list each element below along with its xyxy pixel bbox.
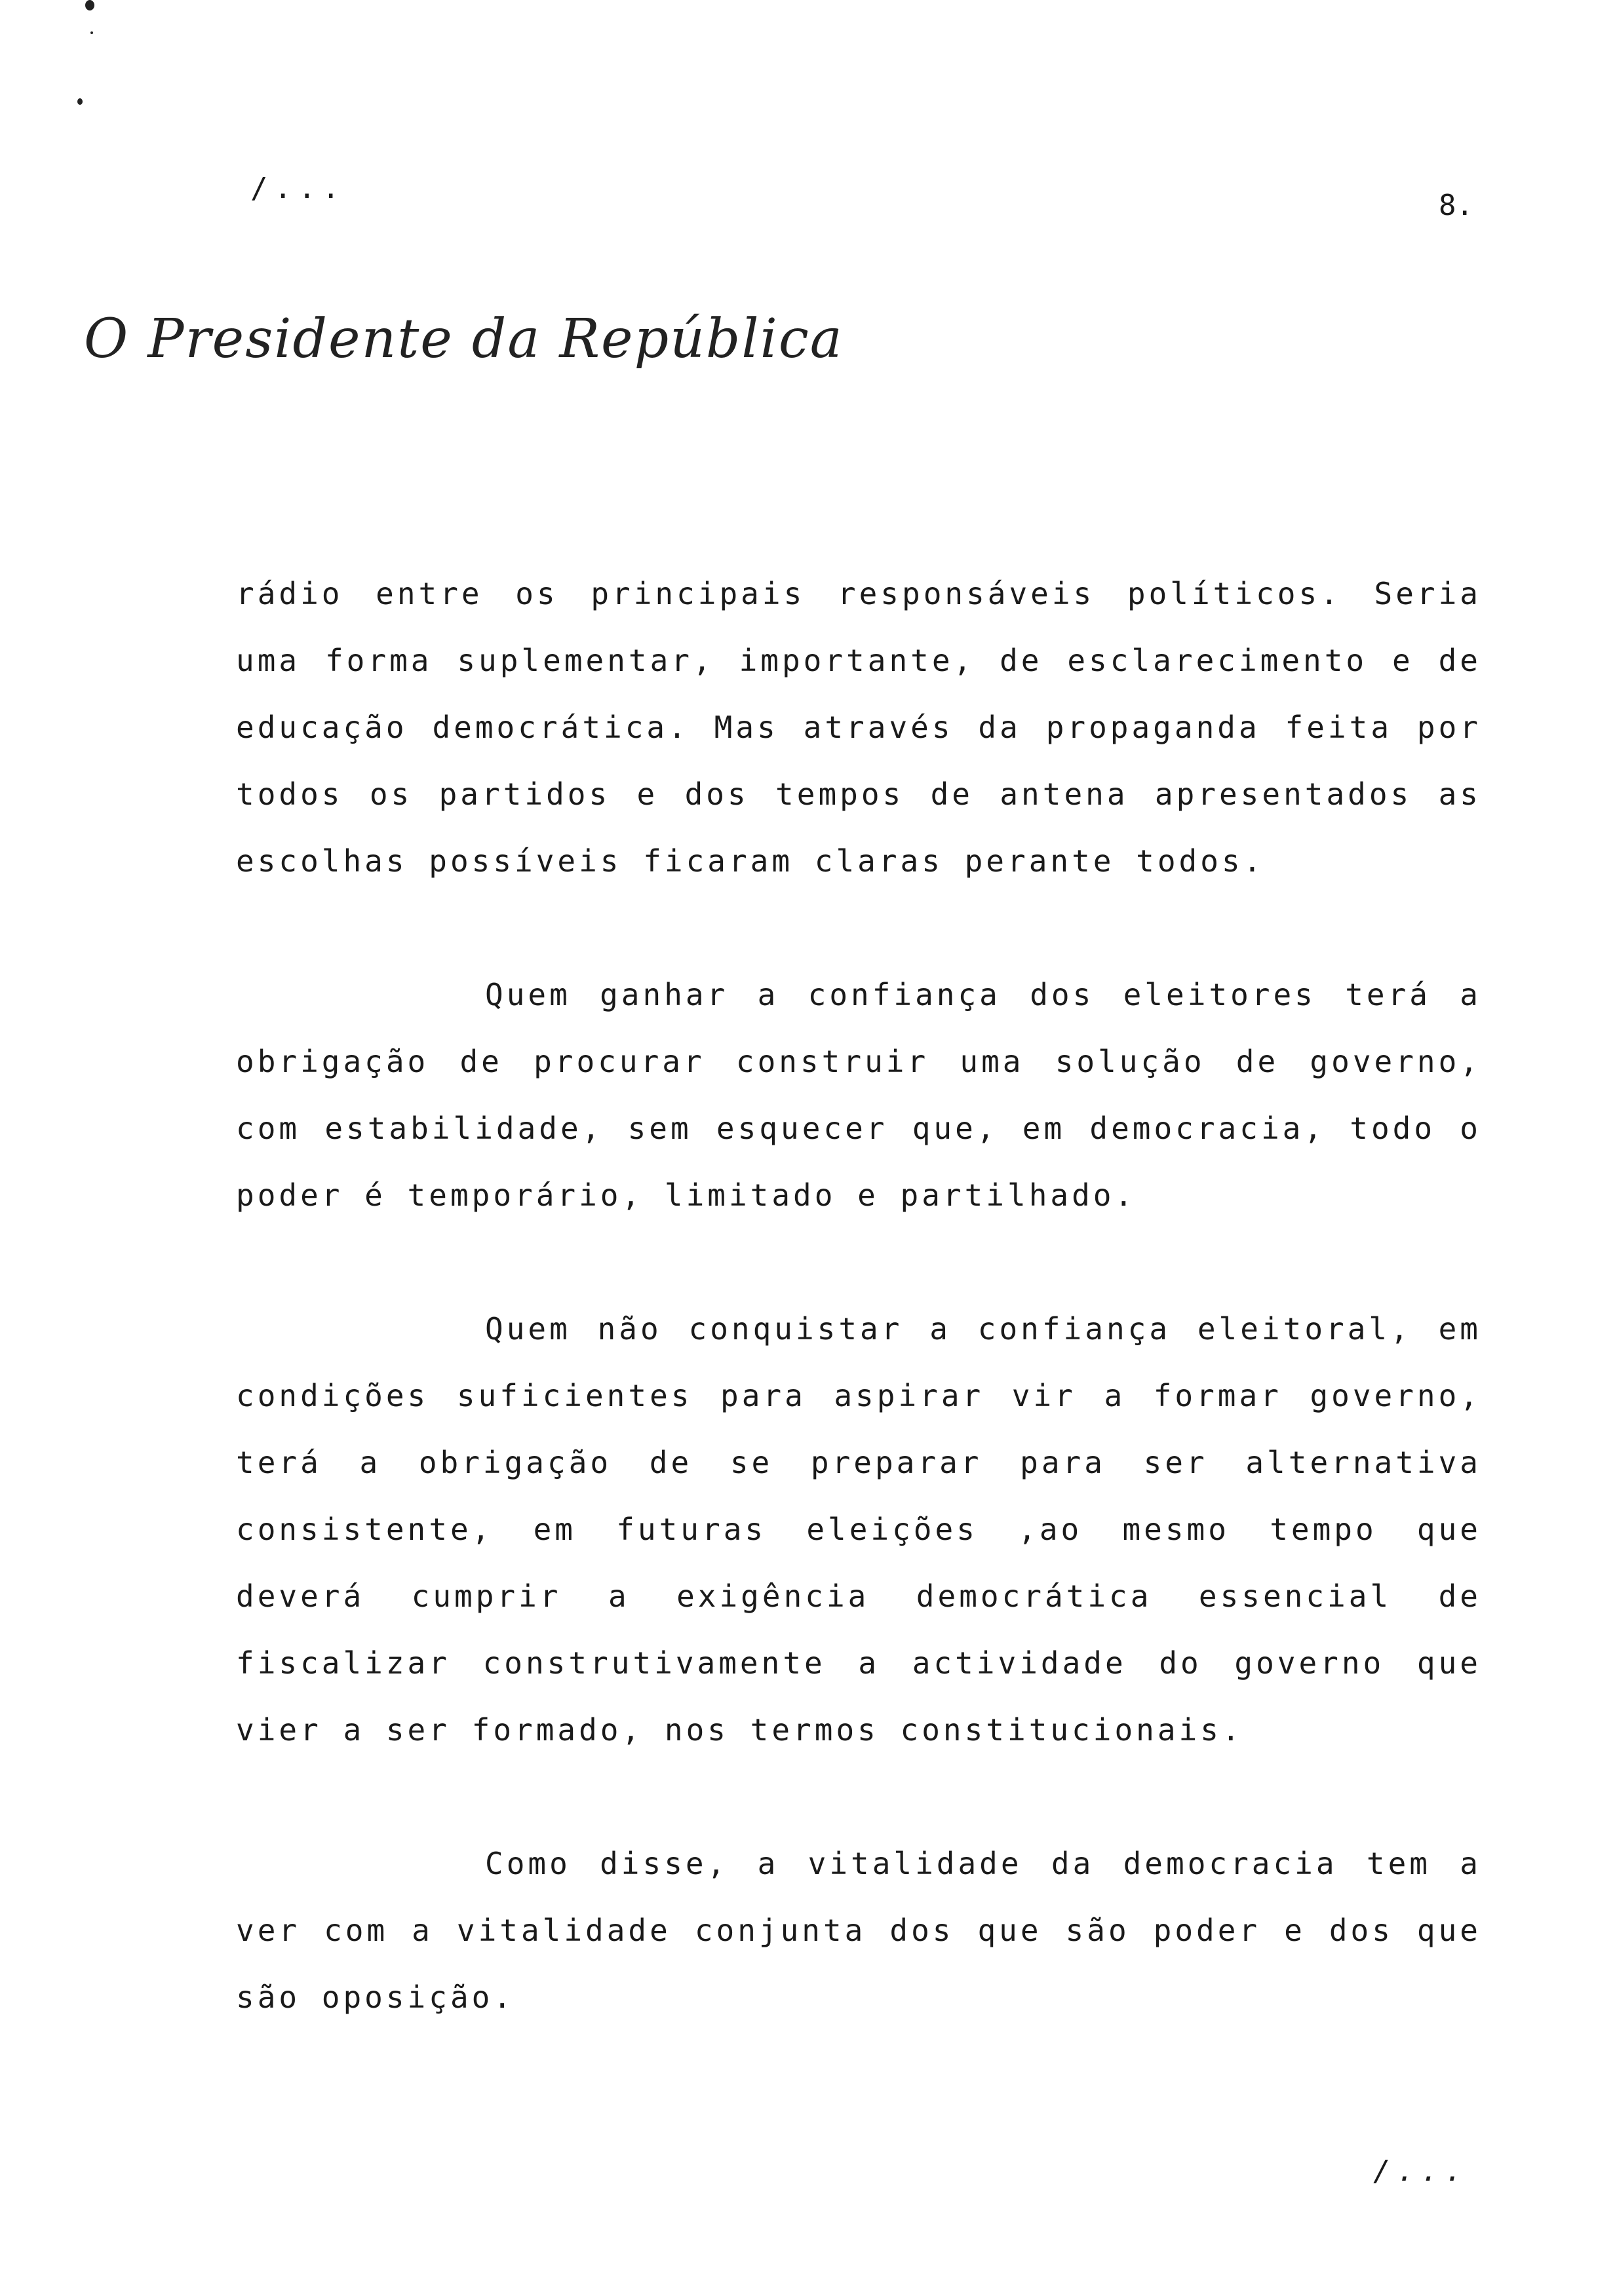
paragraph: Como disse, a vitalidade da democracia tem a ver com a vitalidade conjunta dos que são poder e dos que são oposição. <box>236 1846 1481 2015</box>
letterhead: O Presidente da República <box>84 308 844 370</box>
page-number: 8. <box>1439 189 1473 222</box>
scan-speck <box>90 31 93 34</box>
paragraph: rádio entre os principais responsáveis políticos. Seria uma forma suplementar, importante, de esclarecimento e de educação democrática. Mas através da propaganda feita por todos os partidos e dos tempos de antena apresentados as escolhas possíveis ficaram claras perante todos. <box>236 576 1481 879</box>
continuation-mark-bottom: /... <box>1373 2154 1469 2188</box>
paragraph: Quem ganhar a confiança dos eleitores terá a obrigação de procurar construir uma solução de governo, com estabilidade, sem esquecer que, em democracia, todo o poder é temporário, limitado e partilhado. <box>236 977 1481 1213</box>
body-text <box>236 560 1481 2097</box>
scan-speck <box>77 98 83 105</box>
paragraph: Quem não conquistar a confiança eleitoral, em condições suficientes para aspirar vir a formar governo, terá a obrigação de se preparar para ser alternativa consistente, em futuras eleições ,ao mesmo tempo que deverá cumprir a exigência democrática essencial de fiscalizar construtivamente a actividade do governo que vier a ser formado, nos termos constitucionais. <box>236 1311 1481 1748</box>
scan-speck <box>85 0 94 10</box>
continuation-mark-top: /... <box>250 172 346 205</box>
